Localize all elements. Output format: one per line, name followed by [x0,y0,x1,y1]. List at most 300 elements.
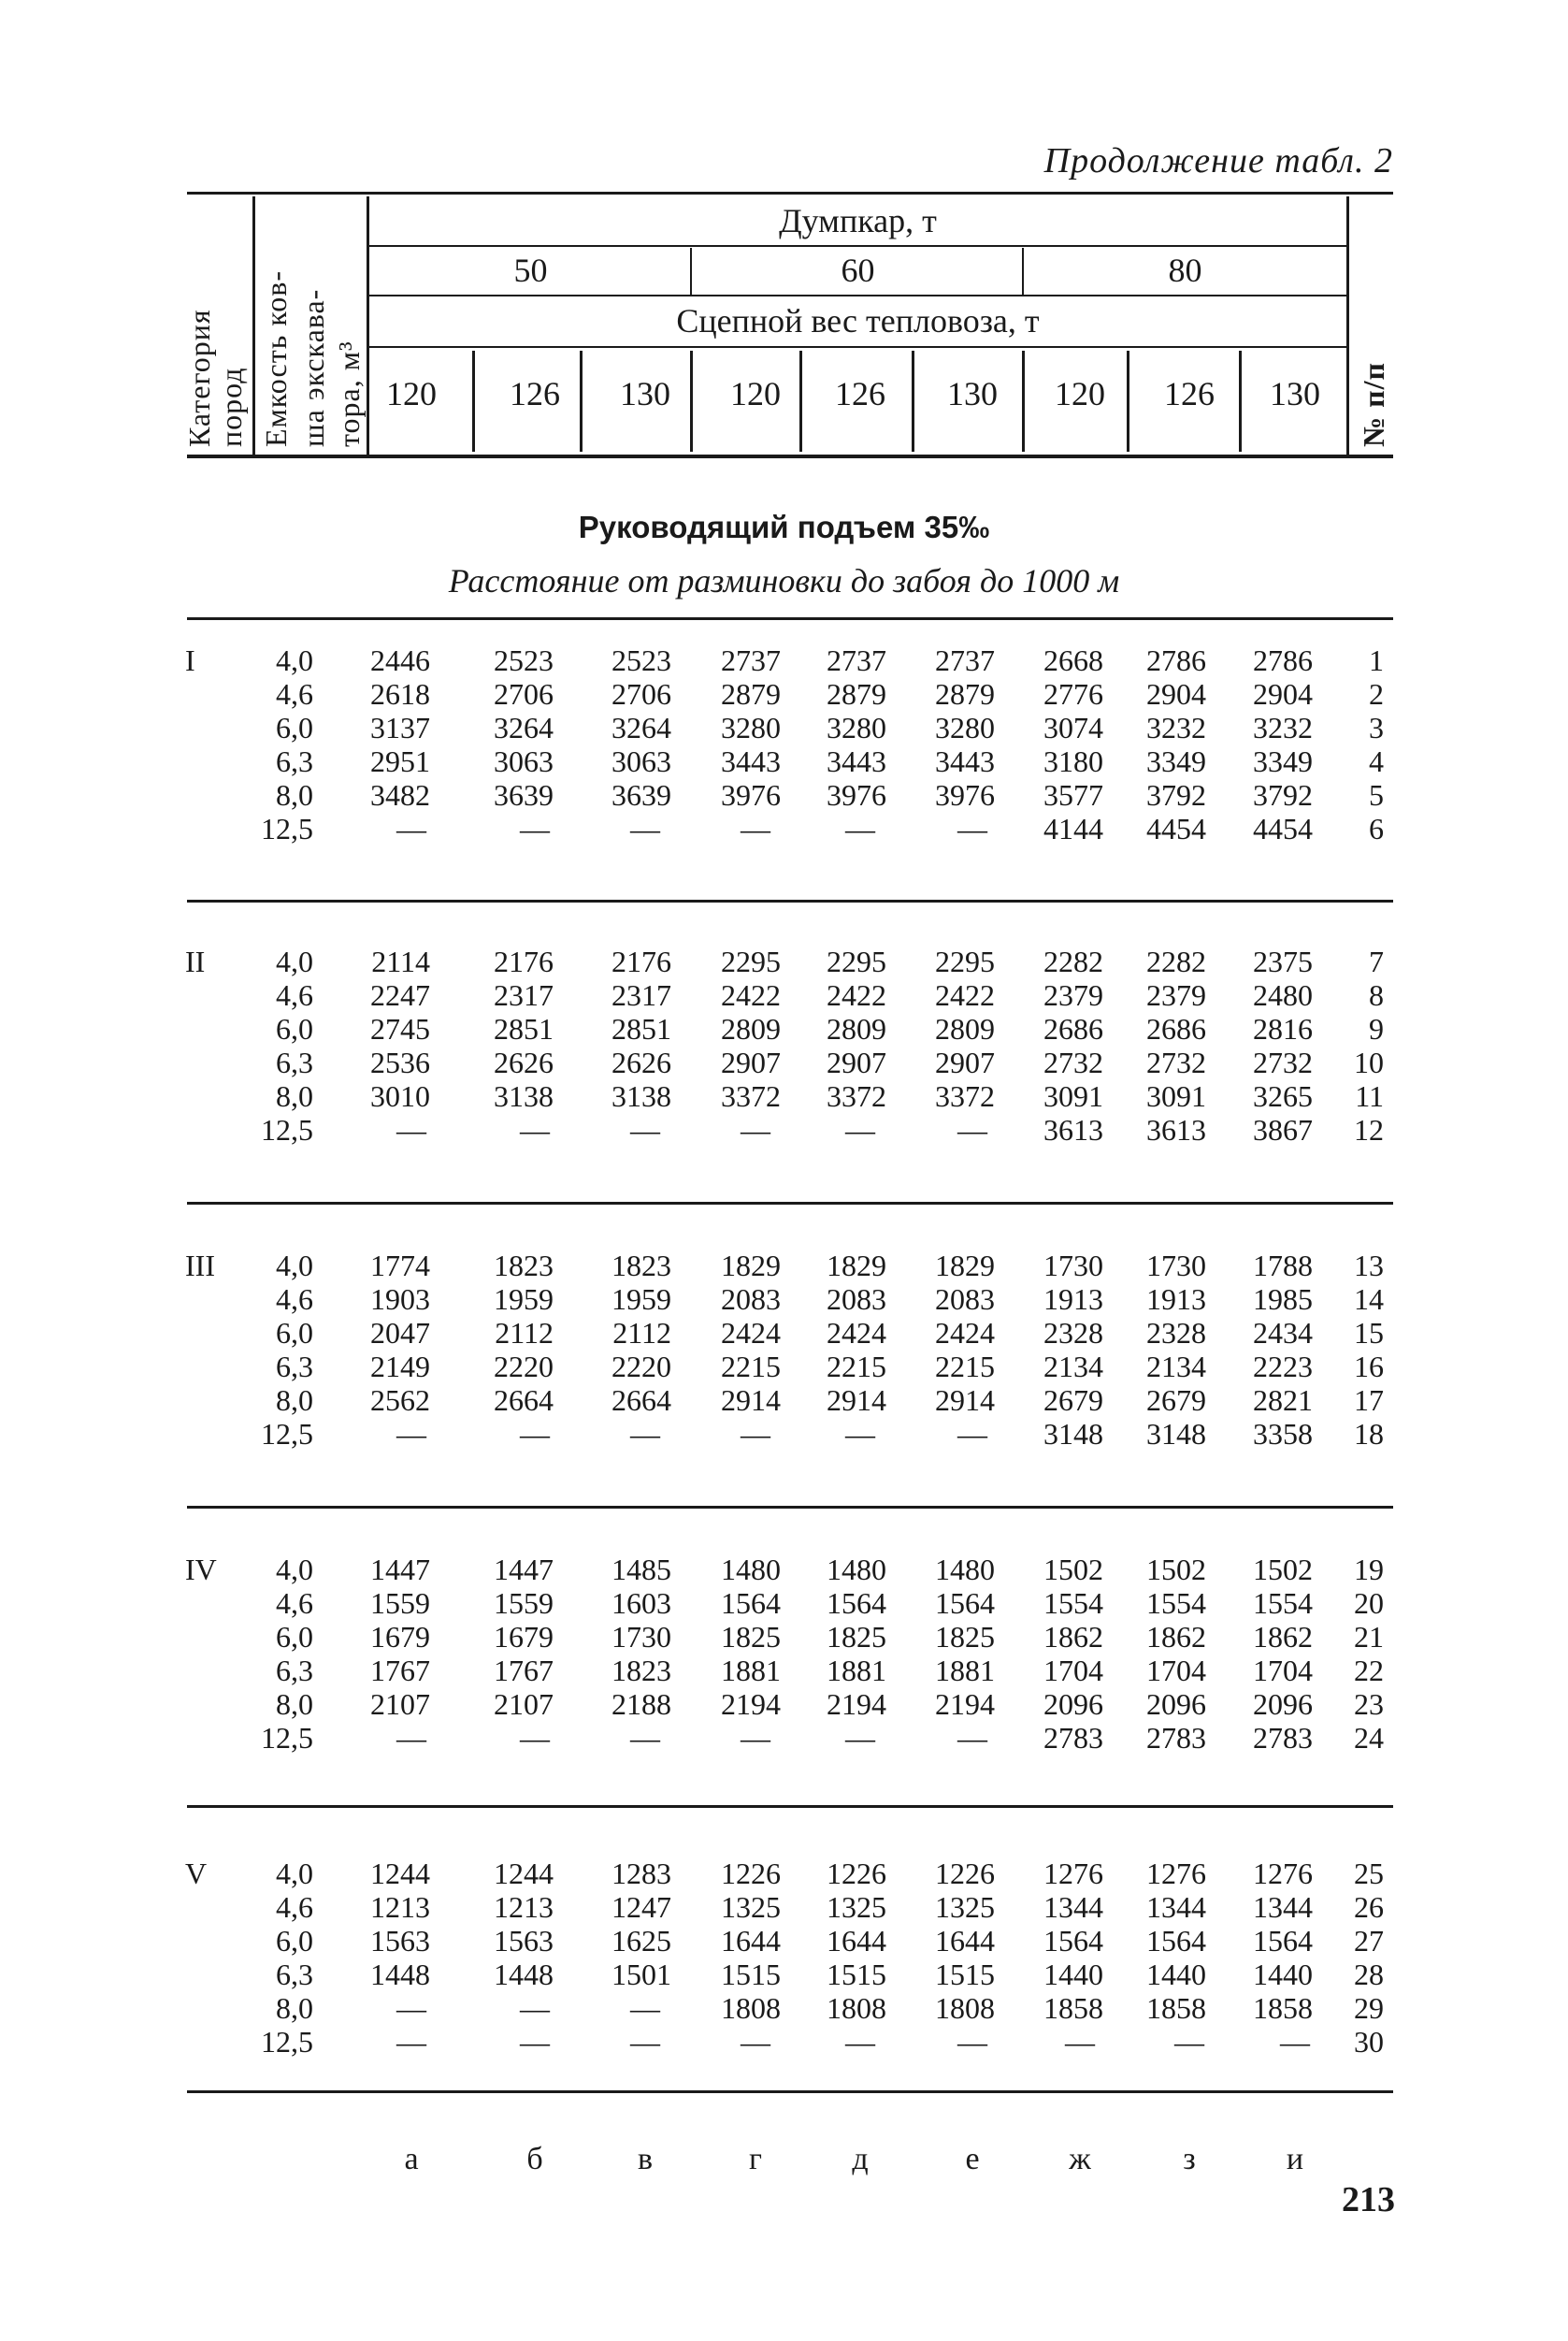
table-cell: — [845,1417,875,1451]
table-cell: 3063 [611,744,671,778]
table-cell: 2215 [935,1350,995,1383]
bucket-capacity: 6,0 [276,1924,313,1958]
table-cell: 1440 [1253,1958,1313,1991]
row-number: 25 [1354,1857,1384,1890]
table-cell: 1808 [935,1991,995,2025]
table-cell: 3280 [827,711,886,744]
table-cell: 1226 [721,1857,781,1890]
row-number: 1 [1369,643,1384,677]
table-cell: 1325 [935,1890,995,1924]
table-cell: 2295 [935,945,995,978]
table-cell: 1563 [370,1924,430,1958]
table-cell: 2422 [721,978,781,1012]
table-cell: 3091 [1146,1079,1206,1113]
table-cell: 2282 [1043,945,1103,978]
table-cell: 1213 [370,1890,430,1924]
table-cell: 2907 [827,1046,886,1079]
table-cell: 1823 [611,1249,671,1282]
table-cell: 2282 [1146,945,1206,978]
table-cell: — [845,1113,875,1147]
table-cell: 2422 [935,978,995,1012]
table-cell: 2220 [611,1350,671,1383]
table-cell: 2914 [935,1383,995,1417]
table-cell: 2732 [1043,1046,1103,1079]
table-cell: 2686 [1043,1012,1103,1046]
table-cell: 1226 [935,1857,995,1890]
header-divider [1127,351,1129,452]
bucket-capacity: 12,5 [261,2025,313,2059]
bucket-capacity: 6,3 [276,1654,313,1687]
category-header-line2: пород [214,367,248,447]
bucket-capacity: 8,0 [276,1687,313,1721]
table-cell: — [396,1721,426,1755]
table-cell: 2951 [370,744,430,778]
table-cell: — [396,1991,426,2025]
table-cell: 1862 [1043,1620,1103,1654]
table-cell: 1283 [611,1857,671,1890]
table-cell: 2914 [721,1383,781,1417]
table-cell: 3010 [370,1079,430,1113]
table-cell: 1480 [935,1553,995,1586]
category-header-line1: Категория [182,309,216,447]
table-cell: 2480 [1253,978,1313,1012]
column-letter: з [1183,2142,1196,2176]
table-cell: — [520,1417,550,1451]
table-cell: 1829 [935,1249,995,1282]
row-number: 28 [1354,1958,1384,1991]
table-cell: — [630,1721,660,1755]
loco-weight-header: Сцепной вес тепловоза, т [676,302,1040,340]
table-cell: — [520,1721,550,1755]
header-divider [690,351,693,452]
table-cell: 1829 [827,1249,886,1282]
table-cell: 2809 [935,1012,995,1046]
table-cell: 1913 [1146,1282,1206,1316]
table-cell: 1730 [1146,1249,1206,1282]
row-number: 18 [1354,1417,1384,1451]
table-cell: — [630,1113,660,1147]
bucket-capacity: 4,6 [276,1586,313,1620]
table-cell: 3976 [935,778,995,812]
table-cell: 3280 [935,711,995,744]
table-cell: 3280 [721,711,781,744]
table-cell: 2317 [494,978,554,1012]
table-cell: 3264 [611,711,671,744]
header-bottom-rule [187,455,1393,458]
row-number: 30 [1354,2025,1384,2059]
table-cell: 3443 [935,744,995,778]
column-letter: е [965,2142,980,2176]
table-cell: 2783 [1253,1721,1313,1755]
group-rule [187,617,1393,620]
row-number: 5 [1369,778,1384,812]
section-title: Руководящий подъем 35‰ [578,510,990,544]
table-cell: 2083 [721,1282,781,1316]
table-cell: 3976 [827,778,886,812]
table-cell: 2328 [1043,1316,1103,1350]
page-number: 213 [1342,2180,1395,2219]
table-cell: 2149 [370,1350,430,1383]
row-number: 27 [1354,1924,1384,1958]
header-divider [252,196,255,455]
bucket-capacity: 4,0 [276,1857,313,1890]
row-number: 23 [1354,1687,1384,1721]
table-cell: 2786 [1253,643,1313,677]
loco-weight-value: 130 [947,375,998,412]
table-cell: 2188 [611,1687,671,1721]
table-cell: 1448 [494,1958,554,1991]
row-number: 3 [1369,711,1384,744]
column-letter: в [637,2142,654,2176]
table-cell: 2783 [1146,1721,1206,1755]
table-cell: 1767 [370,1654,430,1687]
table-cell: 1881 [827,1654,886,1687]
table-cell: 1447 [370,1553,430,1586]
table-cell: 2523 [494,643,554,677]
table-cell: 3265 [1253,1079,1313,1113]
table-cell: 2194 [935,1687,995,1721]
table-cell: 1247 [611,1890,671,1924]
table-cell: 2626 [494,1046,554,1079]
table-cell: 1823 [494,1249,554,1282]
table-cell: 3148 [1146,1417,1206,1451]
table-cell: 2424 [827,1316,886,1350]
table-cell: — [630,2025,660,2059]
table-cell: — [957,812,987,845]
table-cell: 2114 [371,945,430,978]
row-number: 2 [1369,677,1384,711]
bucket-capacity: 4,0 [276,945,313,978]
table-cell: 2686 [1146,1012,1206,1046]
bucket-capacity: 6,3 [276,1046,313,1079]
row-number: 29 [1354,1991,1384,2025]
rock-category: II [185,945,206,978]
header-rule [369,346,1346,348]
loco-weight-value: 126 [1164,375,1215,412]
rock-category: V [185,1857,208,1890]
table-cell: — [845,1721,875,1755]
table-cell: 1644 [827,1924,886,1958]
table-cell: 1501 [611,1958,671,1991]
table-cell: 1325 [721,1890,781,1924]
dumpcar-size-50: 50 [513,252,548,289]
table-cell: — [396,1113,426,1147]
table-cell: 2679 [1146,1383,1206,1417]
table-cell: 1808 [827,1991,886,2025]
table-cell: 2379 [1146,978,1206,1012]
table-cell: 3349 [1146,744,1206,778]
table-cell: — [520,812,550,845]
row-number: 11 [1355,1079,1384,1113]
capacity-header-line3: тора, м³ [332,340,366,447]
table-cell: — [741,2025,770,2059]
table-cell: 1564 [827,1586,886,1620]
table-cell: 2112 [612,1316,671,1350]
table-cell: 1564 [1146,1924,1206,1958]
table-cell: — [1065,2025,1095,2059]
table-cell: 1862 [1253,1620,1313,1654]
table-cell: 1679 [494,1620,554,1654]
loco-weight-value: 126 [835,375,885,412]
table-cell: 2134 [1043,1350,1103,1383]
table-cell: 1823 [611,1654,671,1687]
table-cell: — [396,2025,426,2059]
table-cell: 1644 [721,1924,781,1958]
table-cell: 2879 [935,677,995,711]
table-cell: 3577 [1043,778,1103,812]
table-cell: 2047 [370,1316,430,1350]
row-number: 4 [1369,744,1384,778]
table-cell: 2247 [370,978,430,1012]
table-cell: 1644 [935,1924,995,1958]
bucket-capacity: 8,0 [276,778,313,812]
table-cell: 1959 [611,1282,671,1316]
header-divider [580,351,583,452]
bucket-capacity: 6,3 [276,1958,313,1991]
table-cell: 1448 [370,1958,430,1991]
table-cell: 2176 [611,945,671,978]
table-cell: 1276 [1043,1857,1103,1890]
table-cell: 1554 [1146,1586,1206,1620]
rock-category: I [185,643,195,677]
table-cell: 2786 [1146,643,1206,677]
table-cell: 2664 [611,1383,671,1417]
bucket-capacity: 6,3 [276,744,313,778]
table-cell: 2434 [1253,1316,1313,1350]
table-cell: 3232 [1146,711,1206,744]
table-cell: 3137 [370,711,430,744]
table-cell: — [845,812,875,845]
row-number: 22 [1354,1654,1384,1687]
table-cell: — [957,1417,987,1451]
table-cell: 1903 [370,1282,430,1316]
table-cell: 3063 [494,744,554,778]
group-rule [187,900,1393,903]
table-cell: 1502 [1146,1553,1206,1586]
table-cell: — [957,1721,987,1755]
table-cell: 1480 [721,1553,781,1586]
header-divider [1346,196,1349,455]
table-cell: — [957,1113,987,1147]
table-cell: 3148 [1043,1417,1103,1451]
table-cell: 2422 [827,978,886,1012]
bucket-capacity: 4,0 [276,1249,313,1282]
table-cell: 2317 [611,978,671,1012]
header-top-rule [187,192,1393,195]
table-cell: 2668 [1043,643,1103,677]
table-cell: 2176 [494,945,554,978]
table-cell: 3639 [494,778,554,812]
table-cell: 3349 [1253,744,1313,778]
table-cell: 1226 [827,1857,886,1890]
table-cell: 1881 [935,1654,995,1687]
table-cell: 1858 [1253,1991,1313,2025]
table-cell: 3358 [1253,1417,1313,1451]
table-cell: 1564 [935,1586,995,1620]
table-cell: 1730 [611,1620,671,1654]
row-number: 6 [1369,812,1384,845]
dumpcar-size-80: 80 [1168,252,1202,289]
table-cell: 3443 [721,744,781,778]
header-divider [1022,351,1025,452]
table-cell: 1440 [1043,1958,1103,1991]
table-cell: 2424 [935,1316,995,1350]
bucket-capacity: 4,6 [276,1890,313,1924]
table-cell: — [520,1113,550,1147]
table-cell: 3613 [1146,1113,1206,1147]
column-letter: ж [1069,2142,1091,2176]
row-number: 26 [1354,1890,1384,1924]
table-cell: 2809 [827,1012,886,1046]
table-cell: 2220 [494,1350,554,1383]
group-rule [187,1506,1393,1509]
table-cell: 3867 [1253,1113,1313,1147]
table-cell: 1447 [494,1553,554,1586]
table-cell: 1325 [827,1890,886,1924]
table-cell: — [630,812,660,845]
column-letter: д [852,2142,869,2176]
table-cell: 2879 [827,677,886,711]
table-cell: 3232 [1253,711,1313,744]
table-cell: 2096 [1253,1687,1313,1721]
row-number: 13 [1354,1249,1384,1282]
table-cell: 1244 [494,1857,554,1890]
row-number: 8 [1369,978,1384,1012]
bucket-capacity: 6,0 [276,1012,313,1046]
table-cell: 1704 [1146,1654,1206,1687]
table-cell: 1564 [1043,1924,1103,1958]
table-cell: 2809 [721,1012,781,1046]
table-cell: 1704 [1253,1654,1313,1687]
table-cell: 1704 [1043,1654,1103,1687]
table-cell: 4144 [1043,812,1103,845]
table-cell: 1554 [1253,1586,1313,1620]
bucket-capacity: 12,5 [261,1113,313,1147]
header-divider [472,351,475,452]
table-cell: 2523 [611,643,671,677]
table-cell: 2328 [1146,1316,1206,1350]
row-number: 17 [1354,1383,1384,1417]
row-number: 12 [1354,1113,1384,1147]
table-cell: 1913 [1043,1282,1103,1316]
table-cell: 2821 [1253,1383,1313,1417]
table-cell: 1480 [827,1553,886,1586]
table-cell: 2732 [1253,1046,1313,1079]
table-cell: 1344 [1146,1890,1206,1924]
bucket-capacity: 12,5 [261,812,313,845]
number-header: № п/п [1357,362,1390,447]
header-divider [912,351,914,452]
table-cell: 2215 [721,1350,781,1383]
table-cell: 1829 [721,1249,781,1282]
header-divider [690,248,692,295]
table-cell: 1515 [827,1958,886,1991]
table-cell: 2914 [827,1383,886,1417]
table-cell: 1563 [494,1924,554,1958]
loco-weight-value: 120 [1055,375,1105,412]
table-cell: — [520,2025,550,2059]
table-cell: 2879 [721,677,781,711]
table-cell: 2424 [721,1316,781,1350]
table-cell: 2706 [494,677,554,711]
table-cell: 2375 [1253,945,1313,978]
table-cell: 2907 [935,1046,995,1079]
table-cell: 2107 [494,1687,554,1721]
table-cell: — [957,2025,987,2059]
group-rule [187,1805,1393,1808]
table-cell: 3180 [1043,744,1103,778]
row-number: 24 [1354,1721,1384,1755]
table-cell: 3372 [827,1079,886,1113]
table-cell: 2215 [827,1350,886,1383]
rock-category: IV [185,1553,217,1586]
header-divider [1239,351,1242,452]
table-cell: 3482 [370,778,430,812]
bucket-capacity: 4,0 [276,643,313,677]
table-cell: 1515 [721,1958,781,1991]
table-cell: 1564 [1253,1924,1313,1958]
table-cell: 3372 [935,1079,995,1113]
table-cell: 1344 [1253,1890,1313,1924]
column-letter: и [1286,2142,1304,2176]
table-cell: 1825 [935,1620,995,1654]
group-rule [187,1202,1393,1205]
table-cell: — [396,1417,426,1451]
table-cell: — [520,1991,550,2025]
table-cell: 1559 [494,1586,554,1620]
bucket-capacity: 8,0 [276,1991,313,2025]
table-cell: 2907 [721,1046,781,1079]
row-number: 10 [1354,1046,1384,1079]
table-cell: 2737 [935,643,995,677]
loco-weight-value: 120 [730,375,781,412]
table-cell: 1767 [494,1654,554,1687]
table-cell: 1985 [1253,1282,1313,1316]
dumpcar-size-60: 60 [841,252,875,289]
table-cell: 3443 [827,744,886,778]
table-cell: 1825 [721,1620,781,1654]
table-cell: 1788 [1253,1249,1313,1282]
table-cell: 1559 [370,1586,430,1620]
table-cell: — [741,812,770,845]
table-cell: 2379 [1043,978,1103,1012]
table-cell: 2737 [827,643,886,677]
table-cell: 1959 [494,1282,554,1316]
table-cell: 2679 [1043,1383,1103,1417]
table-cell: 4454 [1253,812,1313,845]
table-cell: 3138 [494,1079,554,1113]
table-cell: 1679 [370,1620,430,1654]
dumpcar-header: Думпкар, т [779,202,937,239]
loco-weight-value: 120 [386,375,437,412]
table-cell: 2295 [827,945,886,978]
table-cell: 2618 [370,677,430,711]
table-cell: 3138 [611,1079,671,1113]
table-cell: 2096 [1146,1687,1206,1721]
table-cell: — [1280,2025,1310,2059]
table-cell: 3792 [1146,778,1206,812]
bucket-capacity: 6,3 [276,1350,313,1383]
table-cell: 2732 [1146,1046,1206,1079]
table-cell: 1276 [1253,1857,1313,1890]
bucket-capacity: 12,5 [261,1721,313,1755]
table-cell: 2851 [494,1012,554,1046]
bucket-capacity: 4,6 [276,677,313,711]
table-cell: 4454 [1146,812,1206,845]
table-cell: 1825 [827,1620,886,1654]
table-cell: 1808 [721,1991,781,2025]
table-cell: 1603 [611,1586,671,1620]
